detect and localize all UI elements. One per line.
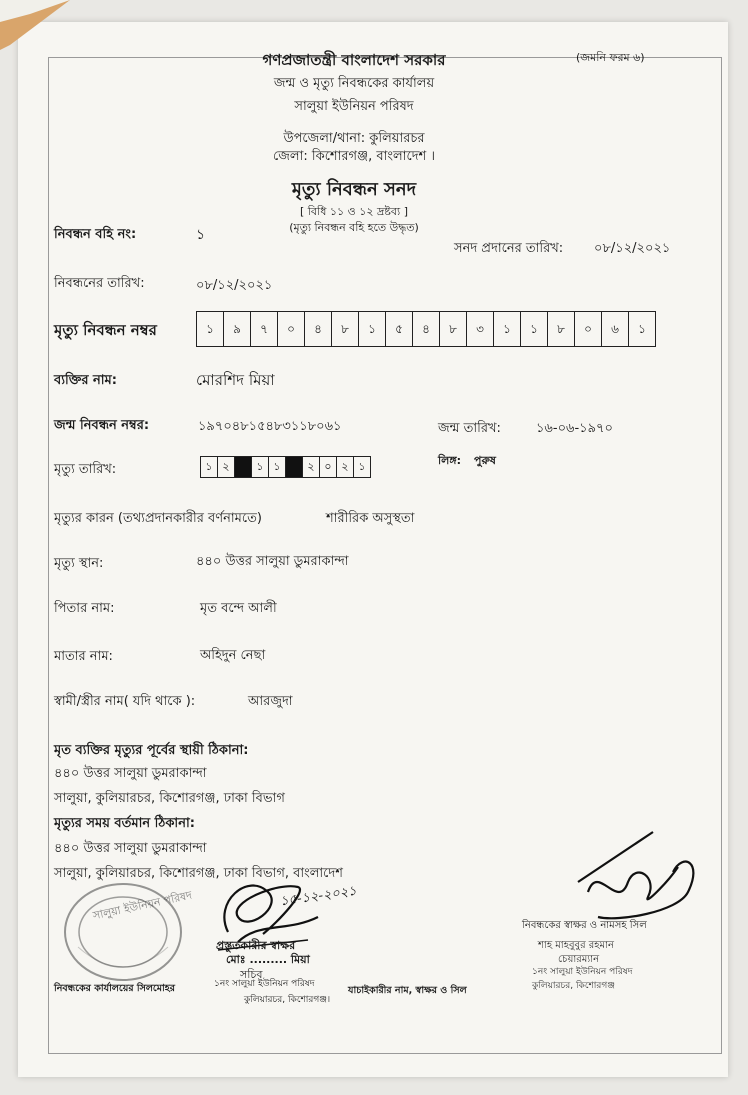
date-digit-box: ১	[201, 457, 218, 477]
preparer-office: ১নং সালুয়া ইউনিয়ন পরিষদ	[214, 979, 315, 989]
reg-digit-box: ০	[575, 312, 602, 346]
preparer-sign-label: প্রস্তুতকারীর স্বাক্ষর	[216, 939, 296, 952]
permanent-address-line2: সালুয়া, কুলিয়ারচর, কিশোরগঞ্জ, ঢাকা বিভাগ	[54, 791, 285, 806]
date-digit-box	[286, 457, 303, 477]
reg-digit-box: ৬	[602, 312, 629, 346]
registrar-place: কুলিয়ারচর, কিশোরগঞ্জ	[532, 981, 615, 991]
present-address-line1: ৪৪০ উত্তর সালুয়া ডুমরাকান্দা	[54, 841, 207, 856]
death-reg-no-label: মৃত্যু নিবন্ধন নম্বর	[54, 321, 157, 339]
seal-text: সালুয়া ইউনিয়ন পরিষদ	[91, 888, 194, 923]
registrar-name: শাহ মাহবুবুর রহমান	[538, 940, 614, 951]
spouse-value: আরজুদা	[248, 694, 293, 709]
registrar-office: ১নং সালুয়া ইউনিয়ন পরিষদ	[532, 967, 633, 977]
present-address-label: মৃত্যুর সময় বর্তমান ঠিকানা:	[54, 816, 195, 831]
date-digit-box	[235, 457, 252, 477]
reg-digit-box: ৮	[332, 312, 359, 346]
reg-digit-box: ১	[494, 312, 521, 346]
birth-reg-no-value: ১৯৭০৪৮১৫৪৮৩১১৮০৬১	[198, 419, 342, 434]
spouse-label: স্বামী/স্ত্রীর নাম( যদি থাকে ):	[54, 694, 196, 709]
register-book-label: নিবন্ধন বহি নং:	[54, 227, 137, 242]
reg-digit-box: ১	[359, 312, 386, 346]
father-value: মৃত বন্দে আলী	[200, 601, 277, 616]
reg-digit-box: ১	[638, 322, 646, 336]
issue-date-label: সনদ প্রদানের তারিখ:	[454, 241, 564, 256]
office-seal-label: নিবন্ধকের কার্যালয়ের সিলমোহর	[54, 983, 175, 994]
death-date-boxes	[200, 456, 371, 478]
reg-digit-box: ০	[278, 312, 305, 346]
date-digit-box: ০	[320, 457, 337, 477]
reg-digit-box: ৩	[467, 312, 494, 346]
birth-date-label: জন্ম তারিখ:	[438, 421, 501, 436]
person-name-label: ব্যক্তির নাম:	[54, 373, 117, 388]
death-reg-no-boxes	[196, 311, 656, 347]
death-place-label: মৃত্যু স্থান:	[54, 556, 104, 571]
date-digit-box: ১	[252, 457, 269, 477]
mother-label: মাতার নাম:	[54, 649, 113, 664]
present-address-line2: সালুয়া, কুলিয়ারচর, কিশোরগঞ্জ, ঢাকা বিভাগ, বাংলাদেশ	[54, 866, 343, 881]
preparer-name: মোঃ ......... মিয়া	[226, 953, 310, 966]
register-book-value: ১	[196, 227, 206, 243]
reg-digit-box: ৯	[224, 312, 251, 346]
district-line: জেলা: কিশোরগঞ্জ, বাংলাদেশ ।	[273, 149, 435, 164]
date-digit-box: ২	[218, 457, 235, 477]
birth-reg-no-label: জন্ম নিবন্ধন নম্বর:	[54, 418, 150, 433]
rule-reference: [ বিধি ১১ ও ১২ দ্রষ্টব্য ]	[299, 205, 409, 218]
date-digit-box: ২	[303, 457, 320, 477]
reg-digit-box: ৪	[305, 312, 332, 346]
registration-date-value: ০৮/১২/২০২১	[196, 278, 273, 293]
issue-date-value: ০৮/১২/২০২১	[594, 241, 671, 256]
preparer-place: কুলিয়ারচর, কিশোরগঞ্জ।	[244, 995, 331, 1005]
reg-digit-box: ১	[197, 312, 224, 346]
reg-digit-box: ১	[521, 312, 548, 346]
preparer-role: সচিব	[240, 968, 263, 981]
reg-digit-box: ৮	[440, 312, 467, 346]
permanent-address-label: মৃত ব্যক্তির মৃত্যুর পূর্বের স্থায়ী ঠিকানা:	[54, 743, 249, 758]
sex-label: লিঙ্গ:	[438, 454, 462, 467]
cause-value: শারীরিক অসুস্থতা	[326, 511, 415, 526]
person-name-value: মোরশিদ মিয়া	[196, 371, 275, 389]
certificate-sheet	[18, 22, 728, 1077]
registration-date-label: নিবন্ধনের তারিখ:	[54, 276, 145, 291]
death-date-label: মৃত্যু তারিখ:	[54, 462, 117, 477]
reg-digit-box: ৮	[548, 312, 575, 346]
reg-digit-box: ৫	[386, 312, 413, 346]
certificate-title: মৃত্যু নিবন্ধন সনদ	[291, 179, 417, 200]
upazila-line: উপজেলা/থানা: কুলিয়ারচর	[283, 131, 425, 146]
union-name: সালুয়া ইউনিয়ন পরিষদ	[294, 99, 414, 114]
form-label: (জমনি ফরম ৬)	[576, 51, 645, 64]
govt-title: গণপ্রজাতন্ত্রী বাংলাদেশ সরকার	[262, 51, 446, 69]
date-digit-box: ২	[337, 457, 354, 477]
date-digit-box: ১	[358, 460, 366, 473]
father-label: পিতার নাম:	[54, 601, 115, 616]
verifier-label: যাচাইকারীর নাম, স্বাক্ষর ও সিল	[348, 985, 467, 996]
office-title: জন্ম ও মৃত্যু নিবন্ধকের কার্যালয়	[273, 76, 435, 91]
sex-value: পুরুষ	[474, 454, 496, 467]
reg-digit-box: ৭	[251, 312, 278, 346]
reg-digit-box: ৪	[413, 312, 440, 346]
registrar-sign-label: নিবন্ধকের স্বাক্ষর ও নামসহ সিল	[522, 920, 647, 931]
registrar-role: চেয়ারম্যান	[558, 954, 600, 965]
cause-label: মৃত্যুর কারন (তথ্যপ্রদানকারীর বর্ণনামতে)	[54, 511, 262, 526]
mother-value: অহিদুন নেছা	[200, 648, 266, 663]
birth-date-value: ১৬-০৬-১৯৭০	[536, 421, 613, 436]
rule-subtitle: (মৃত্যু নিবন্ধন বহি হতে উদ্ধৃত)	[289, 221, 419, 234]
date-digit-box: ১	[269, 457, 286, 477]
permanent-address-line1: ৪৪০ উত্তর সালুয়া ডুমরাকান্দা	[54, 766, 207, 781]
death-place-value: ৪৪০ উত্তর সালুয়া ডুমরাকান্দা	[196, 554, 349, 569]
handwritten-date: ১৫-১২-২০২১	[279, 883, 358, 910]
torn-corner	[0, 0, 70, 50]
